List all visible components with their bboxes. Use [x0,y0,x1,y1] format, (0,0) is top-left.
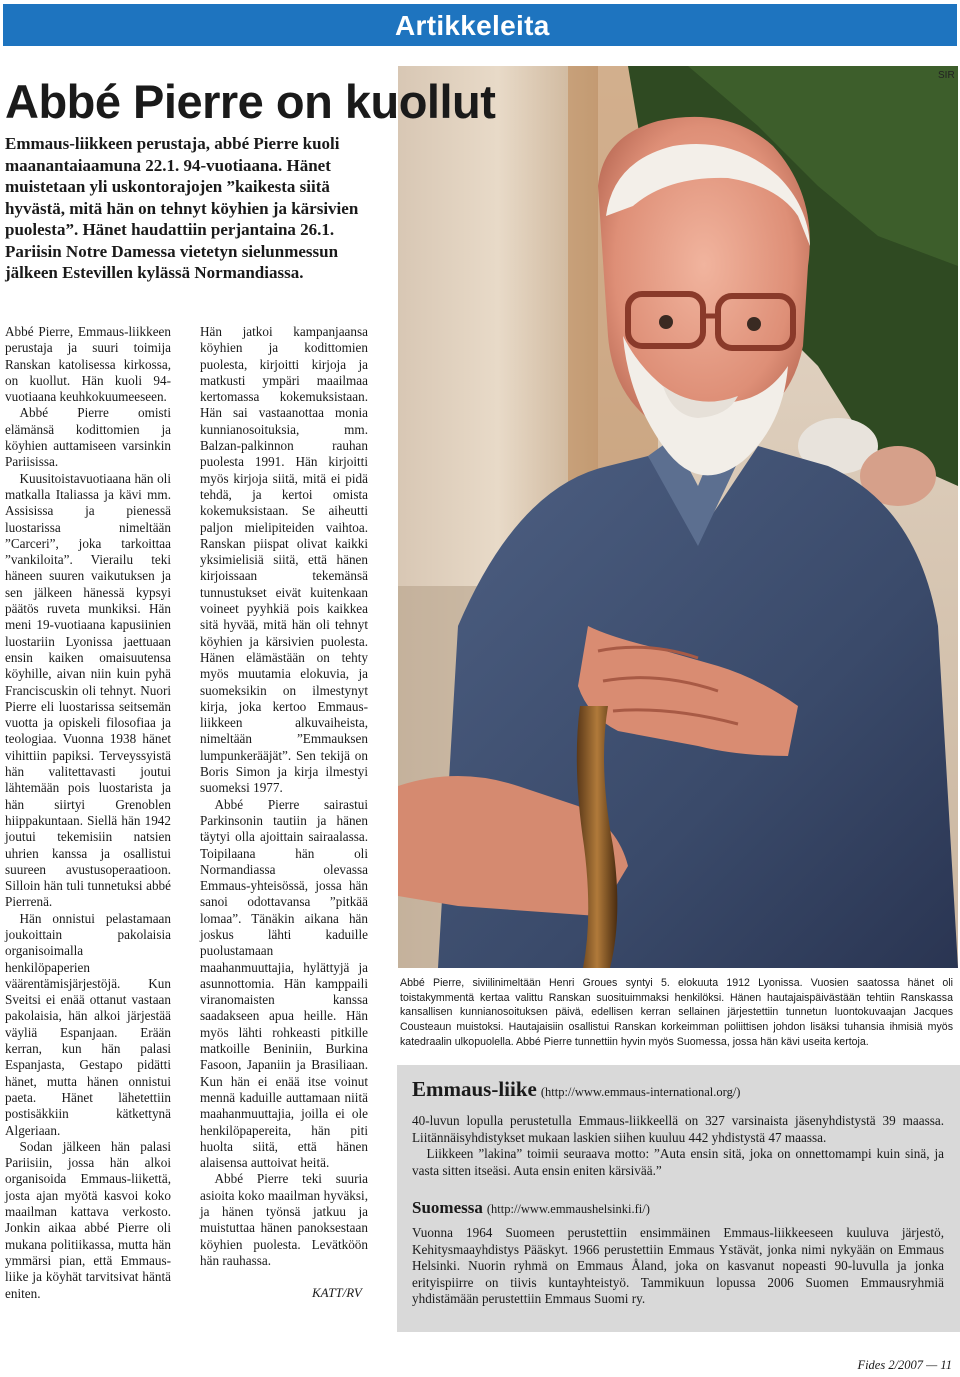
paragraph: Kuusitoistavuotiaana hän oli matkalla Italiassa ja kävi mm. Assisissa ja pienessä luostarissa nimeltään ”Carceri”, joka tarkoittaa ”vankiloita”. Vierailu teki häneen suuren vaikutuksen ja sen jälkeen hänessä kypsyi päätös ruveta munkiksi. Hän meni 19-vuotiaana kapusiinien luostariin Lyonissa jaettuaan ensin kaiken omaisuutensa köyhille, aivan niin kuin pyhä Franciscuskin oli tehnyt. Nuori Pierre eli luostarissa seitsemän vuotta ja opiskeli filosofiaa ja teologiaa. Vuonna 1938 hänet vihittiin papiksi. Terveyssyistä hän valitettavasti joutui lähtemään pois luostarista ja hän siirtyi Grenoblen hiippakuntaan. Siellä hän 1942 joutui tekemisiin natsien uhrien kanssa ja osallistui suureen avustusoperaatioon. Silloin hän tuli tunnetuksi abbé Pierrenä. [5,470,171,910]
emmaus-title: Emmaus-liike [412,1077,537,1101]
suomessa-title: Suomessa [412,1198,483,1217]
suomessa-url[interactable]: (http://www.emmaushelsinki.fi/) [486,1202,650,1216]
suomessa-text [412,1225,944,1308]
paragraph: Sodan jälkeen hän palasi Pariisiin, jossa hän alkoi organisoida Emmaus-liikettä, josta ajan myötä kasvoi koko maailman kattava verkosto. Jonkin aikaa abbé Pierre oli mukana politiikassa, mutta hän ymmärsi pian, että Emmaus-liike ja köyhät tarvitsivat häntä eniten. [5,1138,171,1301]
page-footer: Fides 2/2007 — 11 [857,1358,952,1372]
paragraph: Abbé Pierre omisti elämänsä kodittomien ja köyhien auttamiseen varsinkin Pariisissa. [5,405,171,470]
paragraph: Hän jatkoi kampanjaansa köyhien ja kodittomien puolesta, kirjoitti kirjoja ja matkusti ympäri maailmaa kertomassa kokemuksistaan. Hän sai vastaanottaa monia kunnianosoituksia, mm. Balzan-palkinnon rauhan puolesta 1991. Hän kirjoitti myös kirjoja siitä, mitä ei pidä tehdä, ja kertoi omista kokemuksistaan. Se aiheutti paljon mielipiteiden vaihtoa. Ranskan piispat olivat kaikki yksimielisiä siitä, että hänen kirjoissaan tekemänsä tunnustukset eivät kuitenkaan voineet pyyhkiä pois kaikkea sitä hyvää, mitä hän oli tehnyt köyhien ja kärsivien puolesta. Hänen elämästään on tehty myös muutamia elokuvia, ja suomeksikin on ilmestynyt kirja, joka kertoo Emmaus-liikkeen alkuvaiheista, nimeltään ”Emmauksen lumpunkerääjät”. Sen tekijä on Boris Simon ja kirja ilmestyi suomeksi 1977. [200,324,368,796]
author-signature: KATT/RV [312,1285,362,1300]
portrait-photo [398,66,958,968]
paragraph: 40-luvun lopulla perustetulla Emmaus-liikkeellä on 327 varsinaista jäsenyhdistystä 39 maassa. Liitännäisyhdistykset mukaan laskien siihen kuuluu 442 yhdistystä 47 maassa. [412,1113,944,1145]
article-headline: Abbé Pierre on kuollut [5,75,496,128]
section-title: Artikkeleita [395,10,550,41]
emmaus-text [412,1113,944,1179]
photo-credit: SIR [938,70,955,81]
article-lede: Emmaus-liikkeen perustaja, abbé Pierre kuoli maanantaiaamuna 22.1. 94-vuotiaana. Hänet muistetaan yli uskontorajojen ”kaikesta siitä hyvästä, mitä hän on tehnyt köyhien ja kärsivien puolesta”. Hänet haudattiin perjantaina 26.1. Pariisin Notre Damessa vietetyn sielunmessun jälkeen Estevillen kylässä Normandiassa. [5,134,359,282]
emmaus-heading [412,1077,740,1102]
paragraph: Hän onnistui pelastamaan joukoittain pakolaisia organisoimalla henkilöpaperien väärentämisjärjestöjä. Kun Sveitsi ei enää ottanut vastaan pakolaisia, hän alkoi järjestää väyliä Espanjaan. Erään kerran, kun hän palasi Espanjasta, Gestapo pidätti hänet, mutta hänen onnistui paeta. Hänet lähetettiin postisäkkiin kätkettynä Algeriaan. [5,910,171,1138]
photo-caption: Abbé Pierre, siviilinimeltään Henri Groues syntyi 5. elokuuta 1912 Lyonissa. Vuosien saatossa hänet oli toistakymmentä kertaa valittu Ranskan suosituimmaksi henkilöksi. Hänen hautajaispäivästään tehtiin Ranskassa kansallisen kunnianosoituksen päivä, edellisen kerran sellainen järjestettiin tunnetun luontokuvaajan Jacques Cousteaun muistoksi. Hautajaisiin osallistui Ranskan korkeimman poliittisen johdon lisäksi tuhansia ihmisiä myös katedraalin ulkopuolella. Abbé Pierre tunnettiin hyvin myös Suomessa, jossa hän kävi useita kertoja. [400,977,953,1048]
emmaus-url[interactable]: (http://www.emmaus-international.org/) [540,1085,741,1099]
article-column-1 [5,324,171,1302]
section-banner [3,4,957,46]
paragraph: Abbé Pierre, Emmaus-liikkeen perustaja ja suuri toimija Ranskan katolisessa kirkossa, on kuollut. Hän kuoli 94-vuotiaana keuhkokuumeeseen. [5,324,171,405]
info-box [397,1065,960,1332]
suomessa-heading [412,1198,650,1218]
paragraph: Abbé Pierre teki suuria asioita koko maailman hyväksi, ja hänen työnsä jatkuu ja muistuttaa hänen panoksestaan köyhien puolesta. Levätköön hän rauhassa. [200,1171,368,1268]
article-column-2 [200,324,368,1269]
paragraph: Vuonna 1964 Suomeen perustettiin ensimmäinen Emmaus-liikkeeseen kuuluva järjestö, Kehitysmaayhdistys Pääskyt. 1966 perustettiin Emmaus Ystävät, jonka nimi nykyään on Emmaus Helsinki. Nuorin ryhmä on Emmaus Åland, joka on kasvanut nopeasti 90-luvulla ja jonka erityispiirre on tiivis kuntayhteistyö. Tammikuun lopussa 2006 Suomen Emmausryhmiä yhdistämään perustettiin Emmaus Suomi ry. [412,1225,944,1306]
paragraph: Abbé Pierre sairastui Parkinsonin tautiin ja hänen täytyi olla ajoittain sairaalassa. Toipilaana hän oli Normandiassa olevassa Emmaus-yhteisössä, jossa hän sanoi odottavansa ”pitkää lomaa”. Tänäkin aikana hän joskus lähti kaduille puolustamaan maahanmuuttajia, hylättyjä ja asunnottomia. Hän kamppaili viranomaisten kanssa saadakseen apua heille. Hän myös lähti rohkeasti pitkille matkoille Beniniin, Burkina Fasoon, Japaniin ja Brasiliaan. Kun hän ei enää itse voinut mennä kaduille auttamaan niitä maahanmuuttajia, joilla ei ole henkilöpapereita, hän piti huolta siitä, että hänen alaisensa auttoivat heitä. [200,796,368,1171]
paragraph: Liikkeen ”lakina” toimii seuraava motto: ”Auta ensin sitä, joka on onnettomampi kuin sinä, ja vasta sitten itseäsi. Auta ensin eniten kärsivää.” [412,1146,944,1178]
